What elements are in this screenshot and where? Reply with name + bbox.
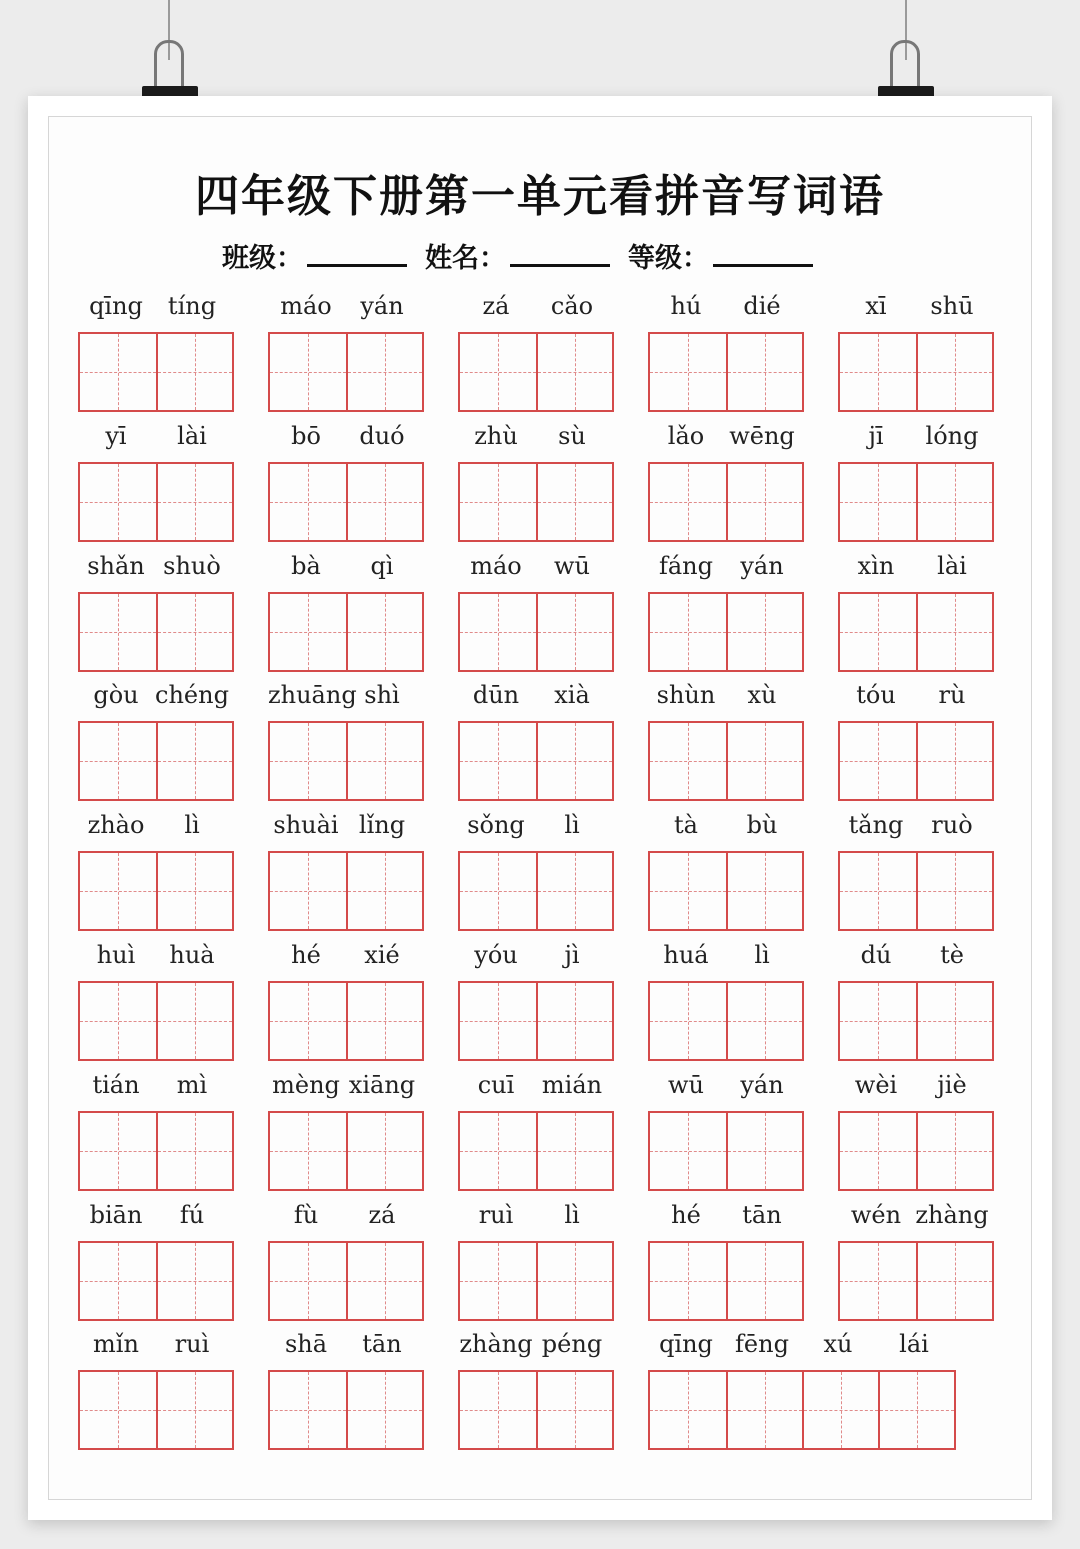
tianzige-cell[interactable]: [916, 983, 992, 1059]
pinyin-label: [268, 941, 420, 971]
pinyin-syllable: bō: [291, 421, 321, 450]
tianzige-cell[interactable]: [346, 1372, 422, 1448]
tianzige-cell[interactable]: [650, 723, 726, 799]
pinyin-syllable: fáng: [658, 551, 713, 580]
writing-grid: [78, 592, 234, 672]
pinyin-label: [838, 292, 990, 322]
tianzige-cell[interactable]: [650, 1372, 726, 1448]
pinyin-syllable: zhào: [87, 811, 145, 840]
pinyin-syllable: lì: [754, 941, 770, 969]
pinyin-syllable: dūn: [472, 681, 520, 710]
pinyin-label: [458, 941, 610, 971]
writing-grid: [648, 1241, 804, 1321]
pinyin-syllable: zhàng: [459, 1330, 533, 1359]
tianzige-cell[interactable]: [156, 464, 232, 540]
tianzige-cell[interactable]: [840, 1243, 916, 1319]
tianzige-cell[interactable]: [878, 1372, 954, 1448]
pinyin-syllable: qì: [370, 551, 394, 580]
tianzige-cell[interactable]: [346, 983, 422, 1059]
pinyin-label: [838, 422, 990, 452]
pinyin-syllable: jī: [868, 421, 884, 450]
pinyin-syllable: xié: [364, 941, 400, 969]
pinyin-syllable: tián: [92, 1070, 140, 1099]
tianzige-cell[interactable]: [916, 464, 992, 540]
tianzige-cell[interactable]: [726, 983, 802, 1059]
tianzige-cell[interactable]: [726, 594, 802, 670]
tianzige-cell[interactable]: [916, 853, 992, 929]
pinyin-label: [648, 681, 800, 711]
pinyin-label: [458, 1330, 610, 1360]
pinyin-label: [458, 292, 610, 322]
writing-grid: [268, 851, 424, 931]
tianzige-cell[interactable]: [346, 853, 422, 929]
pinyin-syllable: tóu: [856, 681, 896, 710]
tianzige-cell[interactable]: [346, 1243, 422, 1319]
writing-grid: [78, 1241, 234, 1321]
pinyin-label: [78, 552, 230, 582]
pinyin-syllable: mì: [176, 1070, 208, 1099]
pinyin-label: [78, 811, 230, 841]
pinyin-syllable: sǒng: [467, 811, 525, 840]
tianzige-cell[interactable]: [270, 1113, 346, 1189]
tianzige-cell[interactable]: [726, 723, 802, 799]
pinyin-syllable: shì: [364, 681, 400, 710]
tianzige-cell[interactable]: [726, 1243, 802, 1319]
writing-grid: [268, 721, 424, 801]
tianzige-cell[interactable]: [802, 1372, 878, 1448]
tianzige-cell[interactable]: [536, 1243, 612, 1319]
writing-grid: [648, 592, 804, 672]
pinyin-label: [78, 681, 230, 711]
pinyin-syllable: tè: [940, 941, 964, 969]
writing-grid: [458, 981, 614, 1061]
pinyin-label: [268, 811, 420, 841]
pinyin-syllable: yī: [105, 421, 127, 450]
writing-grid: [458, 721, 614, 801]
pinyin-syllable: mǐn: [93, 1330, 139, 1359]
pinyin-syllable: yán: [740, 1070, 784, 1099]
pinyin-label: [458, 1071, 610, 1101]
tianzige-cell[interactable]: [460, 853, 536, 929]
tianzige-cell[interactable]: [536, 1372, 612, 1448]
pinyin-syllable: dú: [860, 941, 892, 969]
tianzige-cell[interactable]: [536, 723, 612, 799]
tianzige-cell[interactable]: [270, 853, 346, 929]
writing-grid: [78, 981, 234, 1061]
tianzige-cell[interactable]: [80, 464, 156, 540]
tianzige-cell[interactable]: [650, 1113, 726, 1189]
pinyin-syllable: fù: [293, 1200, 319, 1229]
pinyin-syllable: ruì: [478, 1200, 514, 1229]
pinyin-label: [78, 292, 230, 322]
grade-label: 等级：: [628, 243, 709, 274]
pinyin-syllable: lóng: [925, 421, 979, 450]
writing-grid: [78, 462, 234, 542]
writing-grid: [458, 1241, 614, 1321]
pinyin-syllable: tān: [742, 1200, 782, 1229]
pinyin-label: [78, 941, 230, 971]
pinyin-syllable: mián: [541, 1070, 603, 1099]
pinyin-syllable: shǎn: [87, 551, 145, 580]
pinyin-label: [648, 552, 800, 582]
writing-grid: [78, 851, 234, 931]
tianzige-cell[interactable]: [840, 334, 916, 410]
pinyin-syllable: lì: [184, 811, 200, 840]
class-blank[interactable]: [307, 240, 407, 267]
writing-grid: [838, 981, 994, 1061]
tianzige-cell[interactable]: [80, 334, 156, 410]
tianzige-cell[interactable]: [460, 1113, 536, 1189]
pinyin-syllable: bà: [291, 551, 321, 580]
pinyin-syllable: shū: [930, 292, 974, 320]
writing-grid: [838, 851, 994, 931]
name-label: 姓名：: [425, 243, 506, 274]
pinyin-syllable: huá: [663, 941, 709, 969]
pinyin-syllable: zhuāng: [268, 681, 357, 710]
pinyin-label: [268, 422, 420, 452]
pinyin-label: [838, 811, 990, 841]
tianzige-cell[interactable]: [156, 1372, 232, 1448]
pinyin-syllable: shuài: [273, 811, 339, 840]
tianzige-cell[interactable]: [346, 1113, 422, 1189]
pinyin-syllable: shā: [284, 1330, 328, 1359]
tianzige-cell[interactable]: [650, 983, 726, 1059]
tianzige-cell[interactable]: [270, 1243, 346, 1319]
tianzige-cell[interactable]: [840, 723, 916, 799]
pinyin-label: [648, 941, 800, 971]
pinyin-syllable: zá: [482, 292, 510, 320]
pinyin-syllable: cuī: [477, 1070, 515, 1099]
pinyin-label: [648, 811, 800, 841]
pinyin-syllable: bù: [746, 811, 778, 840]
tianzige-cell[interactable]: [536, 334, 612, 410]
pinyin-syllable: tíng: [167, 292, 217, 320]
pinyin-label: [838, 941, 990, 971]
pinyin-syllable: ruò: [931, 811, 973, 840]
tianzige-cell[interactable]: [536, 464, 612, 540]
pinyin-syllable: máo: [470, 551, 522, 580]
tianzige-cell[interactable]: [80, 594, 156, 670]
pinyin-syllable: tān: [362, 1330, 402, 1359]
tianzige-cell[interactable]: [156, 723, 232, 799]
tianzige-cell[interactable]: [650, 464, 726, 540]
writing-grid: [648, 1370, 956, 1450]
pinyin-syllable: rù: [938, 681, 966, 710]
pinyin-label: [838, 552, 990, 582]
tianzige-cell[interactable]: [726, 1113, 802, 1189]
pinyin-syllable: péng: [541, 1330, 603, 1359]
writing-grid: [78, 332, 234, 412]
tianzige-cell[interactable]: [536, 983, 612, 1059]
tianzige-cell[interactable]: [460, 334, 536, 410]
pinyin-label: [458, 681, 610, 711]
pinyin-label: [458, 1201, 610, 1231]
pinyin-syllable: máo: [280, 292, 332, 320]
pinyin-syllable: zhàng: [915, 1200, 989, 1229]
pinyin-syllable: xú: [823, 1330, 853, 1359]
tianzige-cell[interactable]: [840, 853, 916, 929]
pinyin-syllable: lài: [937, 551, 967, 580]
tianzige-cell[interactable]: [270, 594, 346, 670]
writing-grid: [78, 1370, 234, 1450]
pinyin-label: [268, 1201, 420, 1231]
pinyin-label: [648, 422, 800, 452]
writing-grid: [838, 1111, 994, 1191]
tianzige-cell[interactable]: [840, 1113, 916, 1189]
tianzige-cell[interactable]: [840, 594, 916, 670]
writing-grid: [268, 462, 424, 542]
pinyin-syllable: sù: [558, 421, 586, 450]
writing-grid: [648, 462, 804, 542]
pinyin-syllable: mèng: [272, 1070, 340, 1099]
pinyin-label: [648, 1330, 952, 1360]
pinyin-syllable: wēng: [729, 421, 795, 450]
pinyin-syllable: hú: [670, 292, 702, 320]
grade-blank[interactable]: [713, 240, 813, 267]
pinyin-syllable: yán: [740, 551, 784, 580]
pinyin-syllable: tǎng: [848, 811, 904, 840]
pinyin-label: [268, 292, 420, 322]
pinyin-label: [268, 552, 420, 582]
tianzige-cell[interactable]: [460, 983, 536, 1059]
tianzige-cell[interactable]: [270, 723, 346, 799]
student-info-line: [222, 236, 831, 275]
pinyin-label: [268, 1330, 420, 1360]
pinyin-syllable: wén: [850, 1200, 902, 1229]
pinyin-syllable: huà: [169, 941, 215, 969]
tianzige-cell[interactable]: [726, 853, 802, 929]
pinyin-label: [458, 811, 610, 841]
pinyin-syllable: hé: [291, 941, 321, 969]
writing-grid: [268, 981, 424, 1061]
writing-grid: [458, 851, 614, 931]
pinyin-syllable: yán: [360, 292, 404, 320]
writing-grid: [268, 1370, 424, 1450]
tianzige-cell[interactable]: [650, 853, 726, 929]
tianzige-cell[interactable]: [80, 1243, 156, 1319]
pinyin-syllable: shuò: [163, 551, 221, 580]
tianzige-cell[interactable]: [726, 464, 802, 540]
tianzige-cell[interactable]: [270, 464, 346, 540]
pinyin-syllable: xià: [554, 681, 590, 710]
pinyin-label: [838, 1071, 990, 1101]
tianzige-cell[interactable]: [916, 1243, 992, 1319]
pinyin-syllable: zhù: [474, 421, 518, 450]
pinyin-syllable: yóu: [474, 941, 518, 969]
tianzige-cell[interactable]: [726, 334, 802, 410]
pinyin-syllable: lì: [564, 811, 580, 840]
writing-grid: [268, 1111, 424, 1191]
tianzige-cell[interactable]: [840, 464, 916, 540]
writing-grid: [648, 1111, 804, 1191]
tianzige-cell[interactable]: [460, 1243, 536, 1319]
writing-grid: [838, 592, 994, 672]
pinyin-syllable: tà: [674, 811, 698, 840]
tianzige-cell[interactable]: [916, 334, 992, 410]
pinyin-syllable: lài: [177, 421, 207, 450]
writing-grid: [838, 1241, 994, 1321]
tianzige-cell[interactable]: [726, 1372, 802, 1448]
pinyin-label: [458, 422, 610, 452]
pinyin-syllable: dié: [743, 292, 781, 320]
tianzige-cell[interactable]: [536, 1113, 612, 1189]
pinyin-label: [648, 292, 800, 322]
pinyin-label: [648, 1201, 800, 1231]
tianzige-cell[interactable]: [650, 334, 726, 410]
pinyin-syllable: lái: [899, 1330, 929, 1359]
pinyin-label: [838, 681, 990, 711]
pinyin-label: [78, 1071, 230, 1101]
pinyin-syllable: cǎo: [550, 292, 594, 320]
pinyin-syllable: wèi: [854, 1070, 898, 1099]
class-label: 班级：: [222, 243, 303, 274]
writing-grid: [838, 332, 994, 412]
pinyin-syllable: chéng: [155, 681, 229, 710]
pinyin-syllable: gòu: [93, 681, 139, 710]
tianzige-cell[interactable]: [80, 983, 156, 1059]
pinyin-label: [78, 1201, 230, 1231]
tianzige-cell[interactable]: [840, 983, 916, 1059]
tianzige-cell[interactable]: [536, 853, 612, 929]
tianzige-cell[interactable]: [536, 594, 612, 670]
writing-grid: [78, 721, 234, 801]
tianzige-cell[interactable]: [156, 853, 232, 929]
writing-grid: [458, 1111, 614, 1191]
page-title: 四年级下册第一单元看拼音写词语: [195, 171, 885, 222]
pinyin-label: [458, 552, 610, 582]
tianzige-cell[interactable]: [346, 723, 422, 799]
pinyin-syllable: wū: [554, 551, 590, 580]
pinyin-label: [78, 1330, 230, 1360]
tianzige-cell[interactable]: [650, 1243, 726, 1319]
writing-grid: [458, 332, 614, 412]
tianzige-cell[interactable]: [156, 1243, 232, 1319]
writing-grid: [838, 721, 994, 801]
tianzige-cell[interactable]: [460, 723, 536, 799]
pinyin-label: [838, 1201, 990, 1231]
writing-grid: [458, 462, 614, 542]
tianzige-cell[interactable]: [916, 594, 992, 670]
tianzige-cell[interactable]: [346, 334, 422, 410]
pinyin-syllable: hé: [671, 1200, 701, 1229]
pinyin-syllable: lǎo: [667, 421, 705, 450]
pinyin-label: [268, 1071, 420, 1101]
name-blank[interactable]: [510, 240, 610, 267]
writing-grid: [648, 332, 804, 412]
writing-grid: [268, 592, 424, 672]
writing-grid: [648, 851, 804, 931]
pinyin-syllable: fēng: [735, 1330, 789, 1359]
pinyin-syllable: qīng: [659, 1330, 713, 1359]
pinyin-syllable: wū: [668, 1070, 704, 1099]
writing-grid: [268, 332, 424, 412]
writing-grid: [838, 462, 994, 542]
writing-grid: [78, 1111, 234, 1191]
tianzige-cell[interactable]: [156, 983, 232, 1059]
pinyin-syllable: biān: [89, 1200, 143, 1229]
tianzige-cell[interactable]: [80, 1372, 156, 1448]
tianzige-cell[interactable]: [80, 723, 156, 799]
pinyin-syllable: qīng: [89, 292, 143, 320]
tianzige-cell[interactable]: [270, 334, 346, 410]
pinyin-syllable: lì: [564, 1200, 580, 1229]
writing-grid: [458, 1370, 614, 1450]
pinyin-syllable: shùn: [656, 681, 716, 710]
tianzige-cell[interactable]: [460, 594, 536, 670]
tianzige-cell[interactable]: [460, 464, 536, 540]
tianzige-cell[interactable]: [270, 983, 346, 1059]
tianzige-cell[interactable]: [346, 464, 422, 540]
tianzige-cell[interactable]: [916, 1113, 992, 1189]
pinyin-syllable: huì: [96, 941, 136, 969]
pinyin-syllable: zá: [368, 1200, 396, 1229]
tianzige-cell[interactable]: [650, 594, 726, 670]
pinyin-syllable: jiè: [937, 1070, 967, 1099]
tianzige-cell[interactable]: [460, 1372, 536, 1448]
pinyin-syllable: fú: [179, 1200, 205, 1229]
pinyin-syllable: lǐng: [358, 811, 406, 840]
tianzige-cell[interactable]: [156, 594, 232, 670]
pinyin-syllable: xù: [747, 681, 777, 710]
pinyin-label: [78, 422, 230, 452]
tianzige-cell[interactable]: [156, 1113, 232, 1189]
pinyin-syllable: xìn: [857, 551, 895, 580]
pinyin-syllable: xī: [865, 292, 887, 320]
pinyin-syllable: duó: [359, 421, 405, 450]
pinyin-label: [648, 1071, 800, 1101]
tianzige-cell[interactable]: [80, 1113, 156, 1189]
tianzige-cell[interactable]: [270, 1372, 346, 1448]
writing-grid: [458, 592, 614, 672]
writing-grid: [268, 1241, 424, 1321]
tianzige-cell[interactable]: [346, 594, 422, 670]
tianzige-cell[interactable]: [80, 853, 156, 929]
pinyin-syllable: xiāng: [348, 1070, 416, 1099]
tianzige-cell[interactable]: [156, 334, 232, 410]
writing-grid: [648, 721, 804, 801]
tianzige-cell[interactable]: [916, 723, 992, 799]
writing-grid: [648, 981, 804, 1061]
pinyin-label: [268, 681, 420, 711]
pinyin-syllable: ruì: [174, 1330, 210, 1359]
pinyin-syllable: jì: [564, 941, 580, 969]
